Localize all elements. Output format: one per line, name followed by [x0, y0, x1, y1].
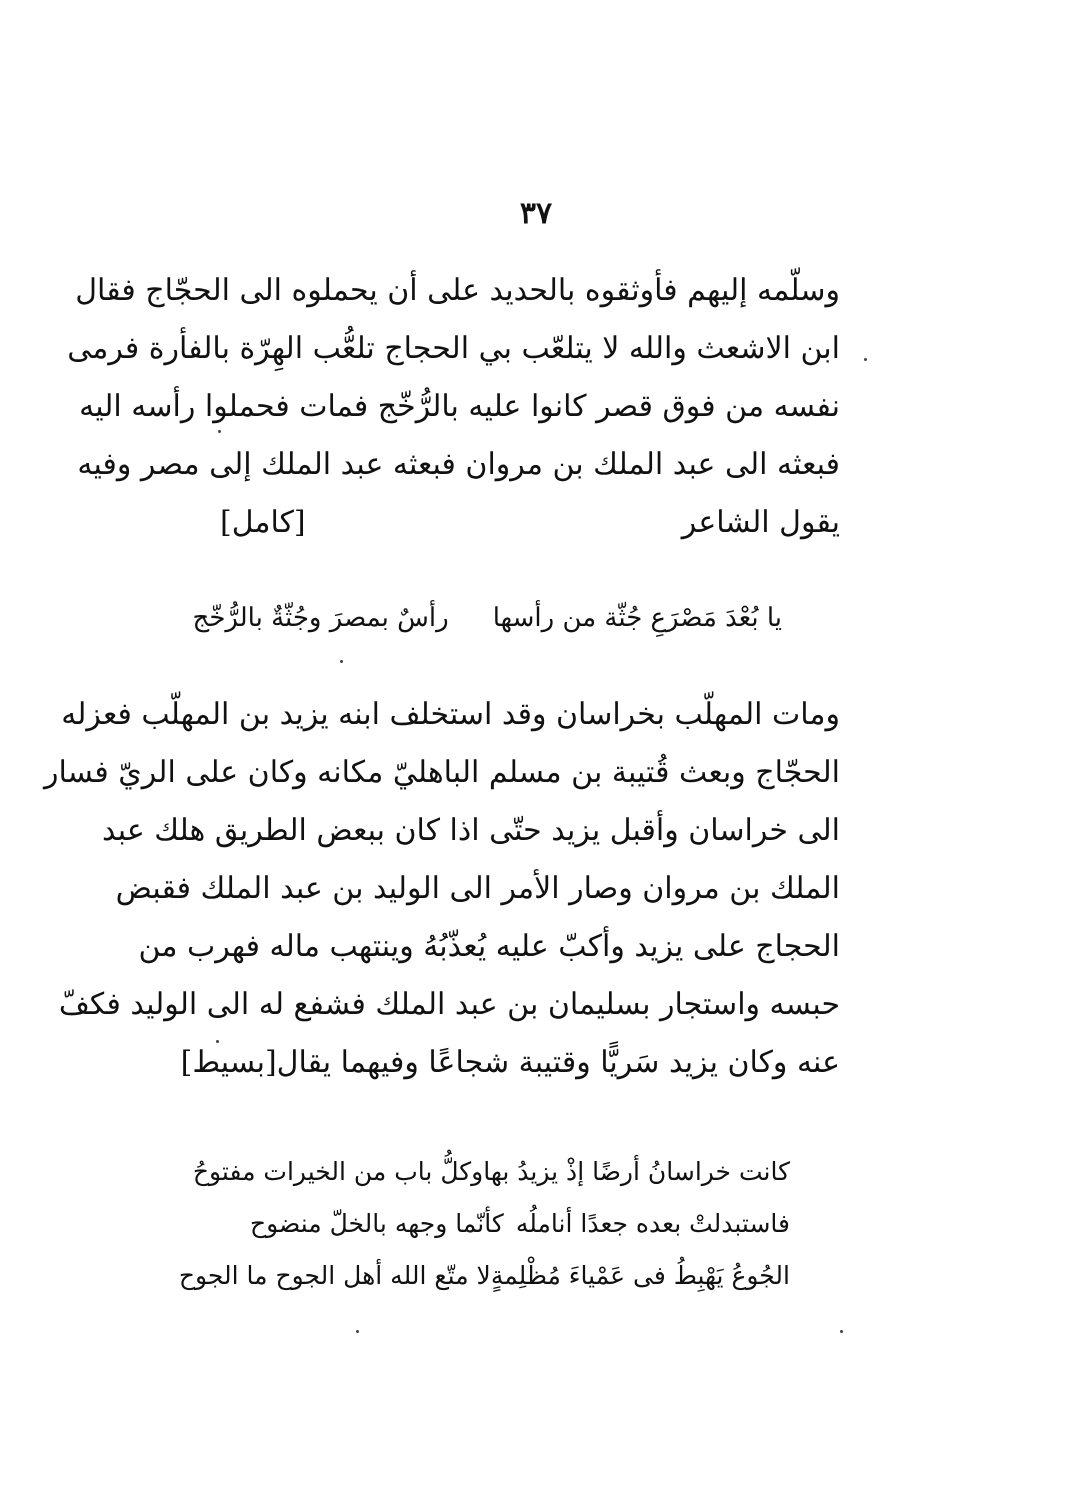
verse-hemistich-second: رأسٌ بمصرَ وجُثّةٌ بالرُّخّج [192, 603, 449, 633]
text-line-end: عنه وكان يزيد سَريًّا وقتيبة شجاعًا وفيهما يقال [276, 1045, 840, 1080]
poem-verse [250, 1198, 790, 1250]
page-number: ٣٧ [519, 196, 553, 231]
verse-hemistich-second: كأنّما وجهه بالخلّ منضوح [250, 1209, 504, 1238]
text-line: الى خراسان وأقبل يزيد حتّى اذا كان ببعض الطريق هلك عبد [102, 813, 840, 848]
poem-verses [178, 1146, 790, 1302]
text-line-with-meter [220, 494, 840, 552]
verse-hemistich-first: يا بُعْدَ مَصْرَعِ جُثّة من رأسها [492, 603, 782, 633]
scan-speck [356, 1330, 359, 1333]
text-line: الحجّاج وبعث قُتيبة بن مسلم الباهليّ مكانه وكان على الريّ فسار [44, 755, 840, 790]
paragraph-1 [67, 262, 840, 552]
poem-verse [178, 1250, 790, 1302]
text-line: الملك بن مروان وصار الأمر الى الوليد بن عبد الملك فقبض [115, 871, 840, 906]
poem-verse [193, 603, 782, 633]
text-line-end: يقول الشاعر [681, 505, 840, 540]
text-line: وسلّمه إليهم فأوثقوه بالحديد على أن يحملوه الى الحجّاج فقال [75, 273, 840, 308]
scan-speck [864, 358, 867, 361]
verse-hemistich-second: لا متّع الله أهل الجوح ما الجوح [178, 1261, 491, 1290]
text-line: ابن الاشعث والله لا يتلعّب بي الحجاج تلعُّب الهِرّة بالفأرة فرمى [67, 331, 840, 366]
verse-hemistich-first: الجُوعُ يَهْبِطُ فى عَمْياءَ مُظْلِمةٍ [490, 1261, 790, 1290]
text-line: حبسه واستجار بسليمان بن عبد الملك فشفع له الى الوليد فكفّ [58, 987, 840, 1022]
scan-speck [840, 1330, 843, 1333]
text-line: ومات المهلّب بخراسان وقد استخلف ابنه يزيد بن المهلّب فعزله [61, 697, 840, 732]
paragraph-2 [44, 686, 840, 1092]
text-line: نفسه من فوق قصر كانوا عليه بالرُّخّج فمات فحملوا رأسه اليه [79, 389, 840, 424]
text-line-with-meter [180, 1034, 840, 1092]
meter-label: [كامل] [220, 505, 306, 540]
scan-speck [340, 660, 343, 663]
scan-speck [216, 1040, 219, 1043]
verse-hemistich-first: كانت خراسانُ أرضًا إذْ يزيدُ بها [483, 1157, 790, 1186]
scan-speck [218, 430, 221, 433]
meter-label: [بسيط] [180, 1045, 277, 1080]
text-line: الحجاج على يزيد وأكبّ عليه يُعذّبُهُ وينتهب ماله فهرب من [138, 929, 840, 964]
text-line: فبعثه الى عبد الملك بن مروان فبعثه عبد الملك إلى مصر وفيه [77, 447, 840, 482]
verse-hemistich-first: فاستبدلتْ بعده جعدًا أناملُه [515, 1209, 790, 1238]
verse-hemistich-second: وكلُّ باب من الخيرات مفتوحُ [192, 1157, 484, 1186]
poem-verse [192, 1146, 790, 1198]
